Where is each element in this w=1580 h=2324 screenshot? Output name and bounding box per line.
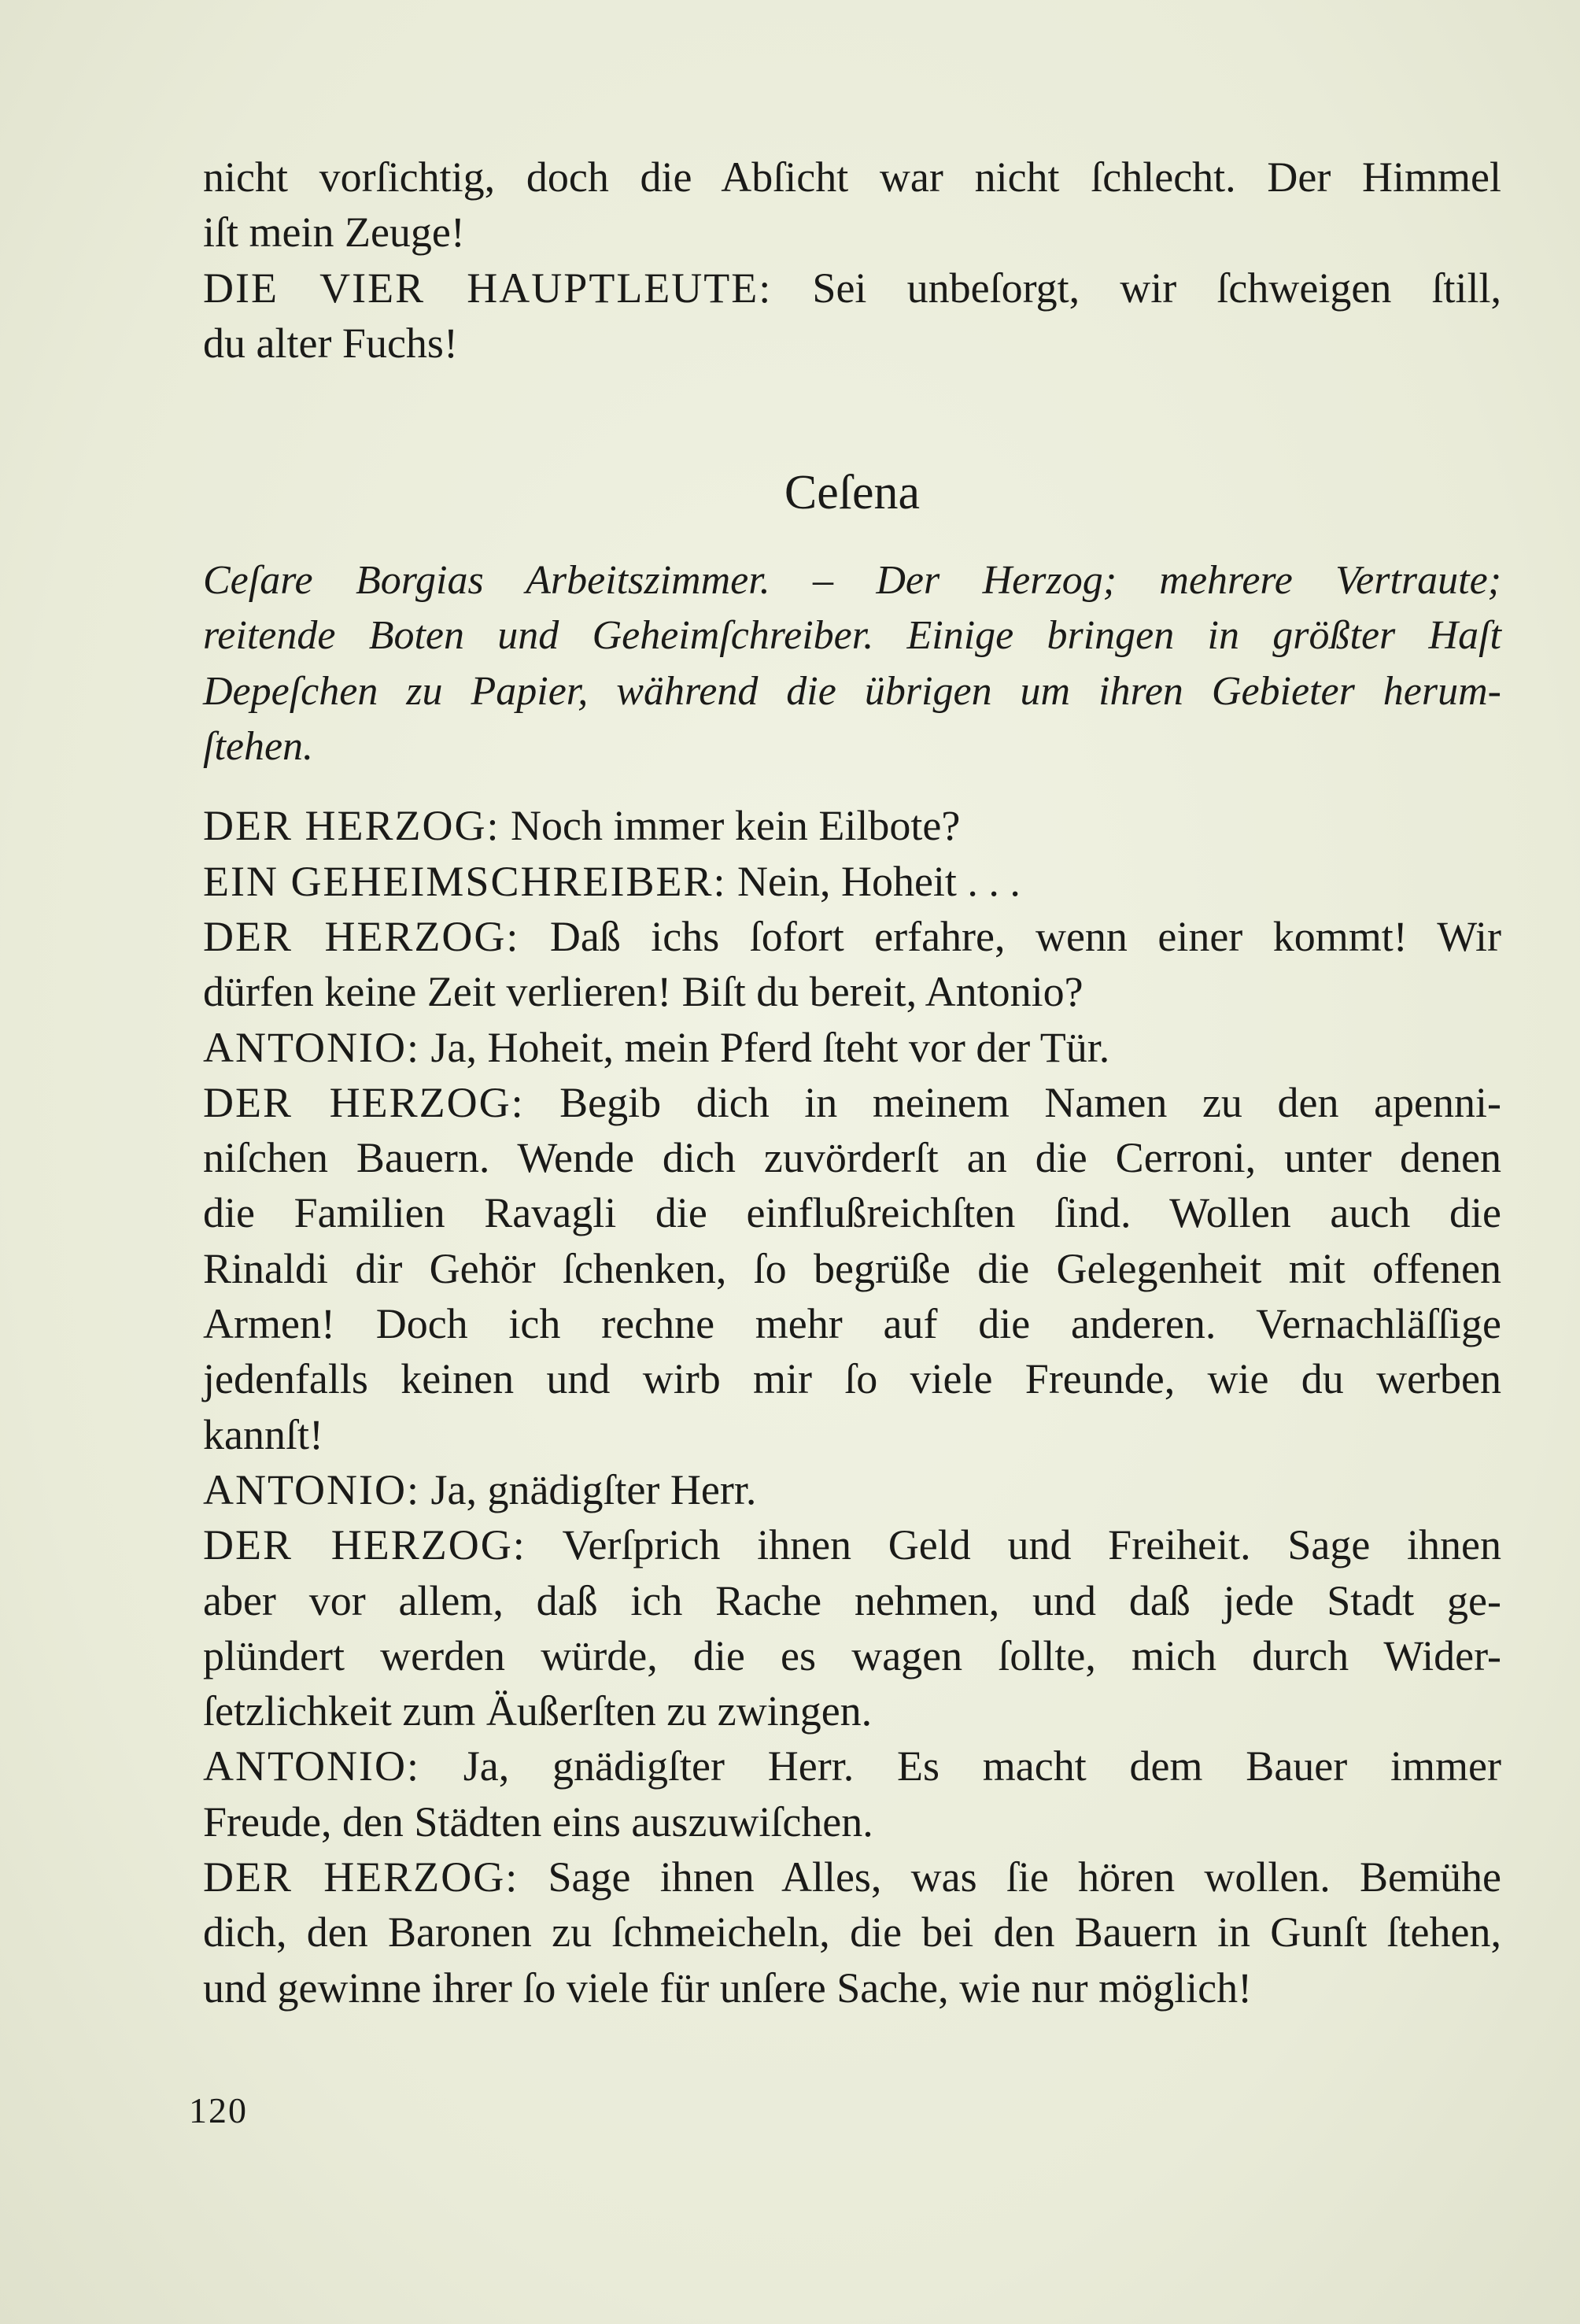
speaker-name: ANTONIO:	[203, 1023, 420, 1071]
line-text: Armen! Doch ich rechne mehr auf die anderen. Vernachläſſige	[203, 1300, 1501, 1348]
stage-direction-line	[203, 664, 1501, 719]
speaker-name: DER HERZOG:	[203, 1078, 525, 1126]
dialogue-line	[203, 1849, 1501, 1905]
speaker-name: DER HERZOG:	[203, 912, 520, 960]
line-text: iſt mein Zeuge!	[203, 209, 465, 257]
dialogue-line	[203, 798, 1501, 853]
speaker-name: DER HERZOG:	[203, 1521, 526, 1569]
line-text: Nein, Hoheit . . .	[726, 857, 1021, 905]
dialogue-line	[203, 1462, 1501, 1517]
line-text: aber vor allem, daß ich Rache nehmen, und daß jede Stadt ge-	[203, 1576, 1501, 1624]
line-text: plündert werden würde, die es wagen ſollte, mich durch Wider-	[203, 1631, 1501, 1679]
dialogue-line	[203, 1683, 1501, 1738]
dialogue-line	[203, 1573, 1501, 1628]
line-text: ſetzlichkeit zum Äußerſten zu zwingen.	[203, 1687, 873, 1735]
line-text: die Familien Ravagli die einflußreichſten ſind. Wollen auch die	[203, 1189, 1501, 1237]
dialogue-line	[203, 1075, 1501, 1130]
line-text: Daß ichs ſofort erfahre, wenn einer kommt! Wir	[519, 912, 1501, 960]
speaker-name: DER HERZOG:	[203, 802, 500, 850]
dialogue-line	[203, 1351, 1501, 1406]
page-text	[203, 150, 1501, 2015]
stage-direction	[203, 553, 1501, 774]
dialogue	[203, 798, 1501, 2015]
line-text: nicht vorſichtig, doch die Abſicht war nicht ſchlecht. Der Himmel	[203, 153, 1501, 201]
line-text: Depeſchen zu Papier, während die übrigen um ihren Gebieter herum-	[203, 668, 1501, 714]
dialogue-line	[203, 1738, 1501, 1794]
line-text: ſtehen.	[203, 724, 314, 770]
line-text: Ja, gnädigſter Herr.	[419, 1465, 757, 1513]
line-text: und gewinne ihrer ſo viele für unſere Sache, wie nur möglich!	[203, 1964, 1253, 2012]
dialogue-line	[203, 316, 1501, 371]
line-text: Sei unbeſorgt, wir ſchweigen ſtill,	[772, 264, 1502, 312]
speaker-name: DER HERZOG:	[203, 1853, 519, 1901]
stage-direction-line	[203, 553, 1501, 608]
dialogue-line	[203, 854, 1501, 909]
line-text: Ceſare Borgias Arbeitszimmer. – Der Herzog; mehrere Vertraute;	[203, 558, 1501, 604]
line-text: reitende Boten und Geheimſchreiber. Einige bringen in größter Haſt	[203, 613, 1501, 659]
dialogue-line	[203, 1296, 1501, 1351]
page-number: 120	[189, 2090, 248, 2130]
line-text: Sage ihnen Alles, was ſie hören wollen. Bemühe	[519, 1853, 1501, 1901]
line-text: kannſt!	[203, 1410, 323, 1458]
stage-direction-line	[203, 608, 1501, 663]
dialogue-line	[203, 1517, 1501, 1572]
line-text: Noch immer kein Eilbote?	[500, 802, 961, 850]
speaker-name: DIE VIER HAUPTLEUTE:	[203, 264, 773, 312]
line-text: dich, den Baronen zu ſchmeicheln, die bei den Bauern in Gunſt ſtehen,	[203, 1908, 1501, 1956]
speaker-name: EIN GEHEIMSCHREIBER:	[203, 857, 727, 905]
dialogue-line	[203, 1185, 1501, 1240]
line-text: Ja, Hoheit, mein Pferd ſteht vor der Tür.	[419, 1023, 1110, 1071]
dialogue-line	[203, 1905, 1501, 1960]
line-text: dürfen keine Zeit verlieren! Biſt du bereit, Antonio?	[203, 968, 1083, 1016]
line-text: du alter Fuchs!	[203, 319, 458, 367]
dialogue-line	[203, 1130, 1501, 1185]
dialogue-line	[203, 150, 1501, 205]
dialogue-line	[203, 1407, 1501, 1462]
line-text: Verſprich ihnen Geld und Freiheit. Sage ihnen	[526, 1521, 1501, 1569]
line-text: Ja, gnädigſter Herr. Es macht dem Bauer immer	[419, 1742, 1501, 1790]
line-text: Freude, den Städten eins auszuwiſchen.	[203, 1797, 873, 1846]
dialogue-line	[203, 964, 1501, 1019]
line-text: jedenfalls keinen und wirb mir ſo viele Freunde, wie du werben	[203, 1355, 1501, 1403]
dialogue-line	[203, 1960, 1501, 2015]
dialogue-line	[203, 260, 1501, 316]
dialogue-line	[203, 1241, 1501, 1296]
dialogue-line	[203, 205, 1501, 260]
speaker-name: ANTONIO:	[203, 1742, 420, 1790]
top-dialogue	[203, 150, 1501, 371]
stage-direction-line	[203, 719, 1501, 774]
speaker-name: ANTONIO:	[203, 1465, 420, 1513]
scene-heading: Ceſena	[784, 466, 921, 520]
line-text: Begib dich in meinem Namen zu den apenni-	[524, 1078, 1501, 1126]
dialogue-line	[203, 909, 1501, 964]
dialogue-line	[203, 1020, 1501, 1075]
line-text: Rinaldi dir Gehör ſchenken, ſo begrüße die Gelegenheit mit offenen	[203, 1244, 1501, 1292]
dialogue-line	[203, 1628, 1501, 1683]
dialogue-line	[203, 1794, 1501, 1849]
line-text: niſchen Bauern. Wende dich zuvörderſt an die Cerroni, unter denen	[203, 1134, 1501, 1182]
